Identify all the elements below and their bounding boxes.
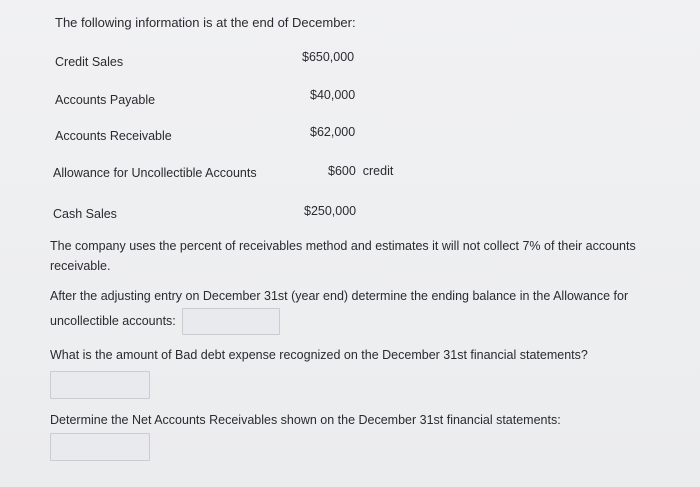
row-value-allowance: $600 credit xyxy=(328,164,394,178)
question-net-receivables: Determine the Net Accounts Receivables shown on the December 31st financial statements: xyxy=(50,413,561,427)
row-label-cash-sales: Cash Sales xyxy=(53,207,117,221)
row-label-accounts-payable: Accounts Payable xyxy=(55,93,156,107)
method-paragraph: The company uses the percent of receivables method and estimates it will not collect 7% of their accounts receivable. xyxy=(50,239,636,273)
question-allowance-balance xyxy=(50,284,680,335)
bad-debt-expense-input[interactable] xyxy=(50,371,150,399)
row-value-cash-sales: $250,000 xyxy=(304,204,357,218)
row-value-credit-sales: $650,000 xyxy=(302,50,355,64)
intro-text: The following information is at the end of December: xyxy=(55,15,356,30)
row-label-accounts-receivable: Accounts Receivable xyxy=(55,129,172,143)
question-allowance-text: After the adjusting entry on December 31st (year end) determine the ending balance in the Allowance for uncollectible accounts: xyxy=(50,289,629,328)
allowance-balance-input[interactable] xyxy=(182,308,280,335)
net-receivables-input[interactable] xyxy=(50,433,150,461)
row-value-accounts-payable: $40,000 xyxy=(310,88,356,102)
row-label-allowance: Allowance for Uncollectible Accounts xyxy=(53,166,257,180)
question-bad-debt-expense: What is the amount of Bad debt expense recognized on the December 31st financial statements? xyxy=(50,348,588,362)
row-value-accounts-receivable: $62,000 xyxy=(310,125,356,139)
row-label-credit-sales: Credit Sales xyxy=(55,55,124,69)
